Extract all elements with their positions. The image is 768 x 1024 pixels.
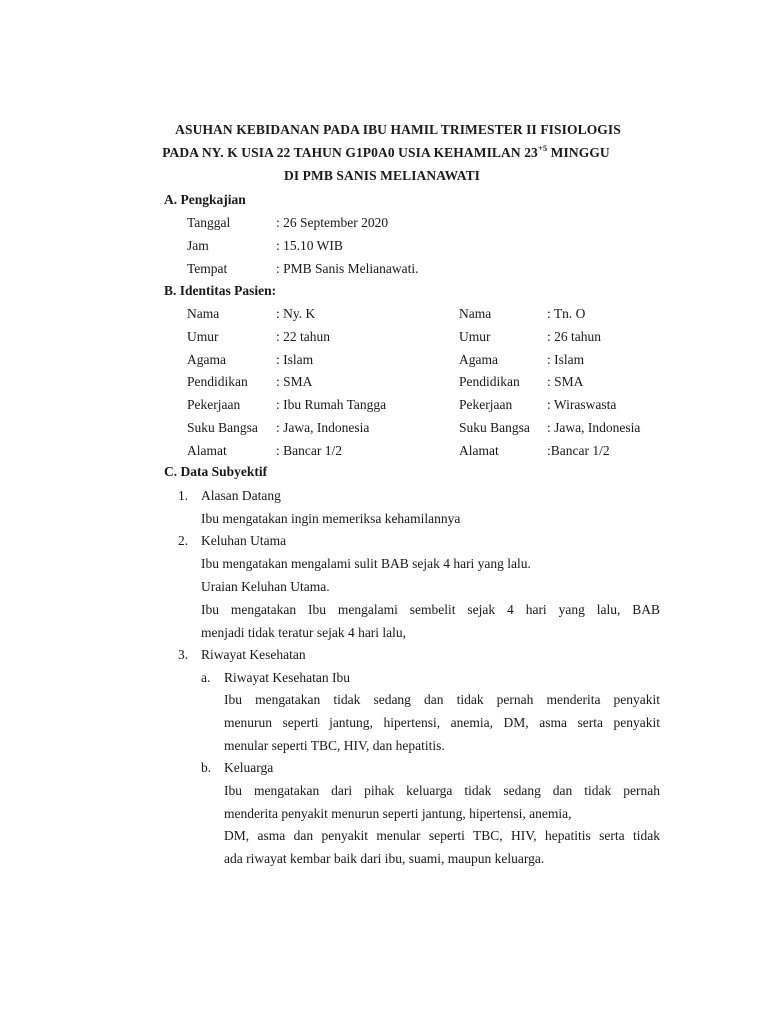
husband-label-agama: Agama [459,352,498,367]
patient-label-agama: Agama [187,352,226,367]
husband-value-agama: : Islam [547,352,585,367]
item-number: 2. [178,533,189,548]
section-a-heading: A. Pengkajian [164,192,246,207]
field-value-tanggal: : 26 September 2020 [276,215,389,230]
patient-label-suku-bangsa: Suku Bangsa [187,420,258,435]
item-title-alasan-datang: Alasan Datang [201,488,281,503]
paragraph-line: menderita penyakit menurun seperti jantung, hipertensi, anemia, [224,806,572,821]
patient-label-nama: Nama [187,306,220,321]
title-line-1: ASUHAN KEBIDANAN PADA IBU HAMIL TRIMESTER II FISIOLOGIS [175,122,621,137]
husband-label-pekerjaan: Pekerjaan [459,397,513,412]
husband-value-pekerjaan: : Wiraswasta [547,397,617,412]
patient-value-pendidikan: : SMA [276,374,313,389]
field-value-jam: : 15.10 WIB [276,238,343,253]
paragraph-line: menular seperti TBC, HIV, dan hepatitis. [224,738,445,753]
item-number: 3. [178,647,189,662]
paragraph-line: Ibu mengatakan mengalami sulit BAB sejak 4 hari yang lalu. [201,556,531,571]
paragraph-line: Ibu mengatakan Ibu mengalami sembelit sejak 4 hari yang lalu, BAB [201,602,660,617]
husband-label-alamat: Alamat [459,443,499,458]
subitem-title-keluarga: Keluarga [224,760,274,775]
husband-value-pendidikan: : SMA [547,374,584,389]
section-c-heading: C. Data Subyektif [164,464,268,479]
patient-value-umur: : 22 tahun [276,329,330,344]
patient-value-nama: : Ny. K [276,306,316,321]
paragraph-line: menurun seperti jantung, hipertensi, anemia, DM, asma serta penyakit [224,715,660,730]
title-line-2 [2,145,768,161]
patient-value-pekerjaan: : Ibu Rumah Tangga [276,397,387,412]
item-number: 1. [178,488,189,503]
paragraph-line: menjadi tidak teratur sejak 4 hari lalu, [201,625,407,640]
paragraph-line: Ibu mengatakan dari pihak keluarga tidak sedang dan tidak pernah [224,783,660,798]
item-title-keluhan-utama: Keluhan Utama [201,533,287,548]
husband-value-nama: : Tn. O [547,306,586,321]
patient-label-umur: Umur [187,329,219,344]
husband-value-umur: : 26 tahun [547,329,601,344]
husband-label-nama: Nama [459,306,492,321]
subitem-title-riwayat-ibu: Riwayat Kesehatan Ibu [224,670,350,685]
paragraph-line: Uraian Keluhan Utama. [201,579,330,594]
patient-label-pekerjaan: Pekerjaan [187,397,241,412]
husband-value-alamat: :Bancar 1/2 [547,443,610,458]
patient-value-agama: : Islam [276,352,314,367]
field-label-tanggal: Tanggal [187,215,231,230]
field-label-tempat: Tempat [187,261,228,276]
patient-label-alamat: Alamat [187,443,227,458]
subitem-letter: b. [201,760,212,775]
paragraph-line: DM, asma dan penyakit menular seperti TBC, HIV, hepatitis serta tidak [224,828,660,843]
husband-value-suku-bangsa: : Jawa, Indonesia [547,420,641,435]
paragraph-line: ada riwayat kembar baik dari ibu, suami, maupun keluarga. [224,851,545,866]
subitem-letter: a. [201,670,211,685]
patient-value-suku-bangsa: : Jawa, Indonesia [276,420,370,435]
title-line-2-end: MINGGU [547,145,610,160]
field-value-tempat: : PMB Sanis Melianawati. [276,261,419,276]
husband-label-pendidikan: Pendidikan [459,374,520,389]
patient-value-alamat: : Bancar 1/2 [276,443,342,458]
title-line-3: DI PMB SANIS MELIANAWATI [283,168,481,183]
field-label-jam: Jam [187,238,209,253]
title-line-2-main: PADA NY. K USIA 22 TAHUN G1P0A0 USIA KEHAMILAN 23 [162,145,538,160]
husband-label-suku-bangsa: Suku Bangsa [459,420,530,435]
gestation-superscript: +5 [537,143,548,153]
patient-label-pendidikan: Pendidikan [187,374,248,389]
husband-label-umur: Umur [459,329,491,344]
section-b-heading: B. Identitas Pasien: [164,283,277,298]
paragraph-line: Ibu mengatakan tidak sedang dan tidak pernah menderita penyakit [224,692,660,707]
item-title-riwayat-kesehatan: Riwayat Kesehatan [201,647,306,662]
paragraph-line: Ibu mengatakan ingin memeriksa kehamilannya [201,511,461,526]
